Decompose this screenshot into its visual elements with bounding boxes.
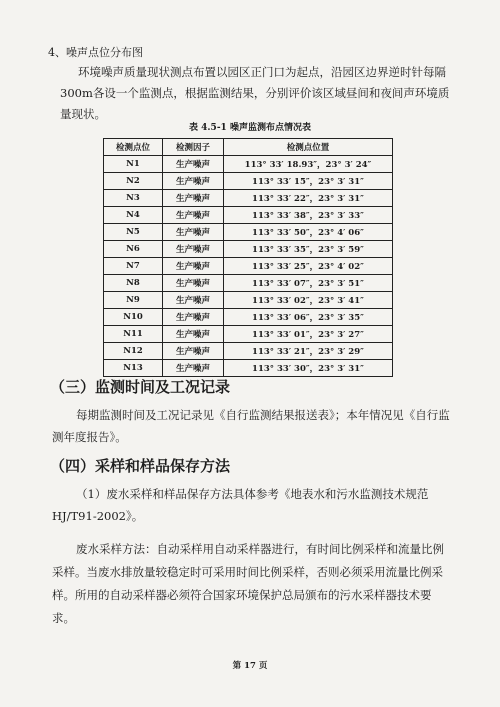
cell-point: N12 [104,343,163,360]
header-location: 检测点位置 [224,139,393,156]
cell-location: 113° 33′ 02″，23° 3′ 41″ [224,292,393,309]
cell-point: N5 [104,224,163,241]
table-row [104,241,393,258]
table-row [104,360,393,377]
cell-location: 113° 33′ 18.93″，23° 3′ 24″ [224,156,393,173]
table-row [104,326,393,343]
cell-point: N13 [104,360,163,377]
cell-location: 113° 33′ 38″，23° 3′ 33″ [224,207,393,224]
table-header-row [104,139,393,156]
table-row [104,224,393,241]
heading-sampling-method: （四）采样和样品保存方法 [50,457,231,475]
cell-location: 113° 33′ 35″，23° 3′ 59″ [224,241,393,258]
cell-factor: 生产噪声 [163,190,224,207]
page-number: 第 17 页 [232,661,268,671]
header-point: 检测点位 [104,139,163,156]
cell-location: 113° 33′ 30″，23° 3′ 31″ [224,360,393,377]
noise-monitoring-table [103,138,393,377]
cell-point: N10 [104,309,163,326]
cell-location: 113° 33′ 25″，23° 4′ 02″ [224,258,393,275]
cell-location: 113° 33′ 22″，23° 3′ 31″ [224,190,393,207]
table-row [104,190,393,207]
cell-point: N9 [104,292,163,309]
cell-factor: 生产噪声 [163,360,224,377]
cell-factor: 生产噪声 [163,309,224,326]
cell-point: N1 [104,156,163,173]
cell-factor: 生产噪声 [163,258,224,275]
cell-point: N7 [104,258,163,275]
sampling-paragraph-2: 废水采样方法：自动采样用自动采样器进行，有时间比例采样和流量比例采样。当废水排放量较稳定时可采用时间比例采样，否则必须采用流量比例采样。所用的自动采样器必须符合国家环境保护总局颁布的污水采样器技术要求。 [52,542,444,625]
cell-factor: 生产噪声 [163,326,224,343]
cell-point: N8 [104,275,163,292]
intro-paragraph: 环境噪声质量现状测点布置以园区正门口为起点，沿园区边界逆时针每隔300m各设一个监测点，根据监测结果，分别评价该区域昼间和夜间声环境质量现状。 [60,65,450,121]
cell-location: 113° 33′ 15″，23° 3′ 31″ [224,173,393,190]
table-row [104,258,393,275]
cell-factor: 生产噪声 [163,292,224,309]
cell-location: 113° 33′ 01″，23° 3′ 27″ [224,326,393,343]
cell-point: N2 [104,173,163,190]
cell-location: 113° 33′ 07″，23° 3′ 51″ [224,275,393,292]
cell-factor: 生产噪声 [163,173,224,190]
cell-factor: 生产噪声 [163,224,224,241]
cell-point: N6 [104,241,163,258]
cell-factor: 生产噪声 [163,241,224,258]
cell-factor: 生产噪声 [163,343,224,360]
table-row [104,207,393,224]
table-row [104,275,393,292]
cell-point: N11 [104,326,163,343]
section-title: 4、噪声点位分布图 [48,46,143,59]
cell-factor: 生产噪声 [163,207,224,224]
table-row [104,343,393,360]
cell-point: N3 [104,190,163,207]
cell-factor: 生产噪声 [163,275,224,292]
monitoring-time-paragraph: 每期监测时间及工况记录见《自行监测结果报送表》；本年情况见《自行监测年度报告》。 [52,408,450,444]
cell-factor: 生产噪声 [163,156,224,173]
cell-location: 113° 33′ 21″，23° 3′ 29″ [224,343,393,360]
header-factor: 检测因子 [163,139,224,156]
heading-monitoring-time: （三）监测时间及工况记录 [50,378,231,396]
table-caption: 表 4.5-1 噪声监测布点情况表 [189,123,311,133]
cell-location: 113° 33′ 06″，23° 3′ 35″ [224,309,393,326]
table-row [104,156,393,173]
cell-point: N4 [104,207,163,224]
table-row [104,292,393,309]
sampling-paragraph-1: （1）废水采样和样品保存方法具体参考《地表水和污水监测技术规范HJ/T91-2002》。 [52,487,429,523]
table-row [104,309,393,326]
cell-location: 113° 33′ 50″，23° 4′ 06″ [224,224,393,241]
table-row [104,173,393,190]
